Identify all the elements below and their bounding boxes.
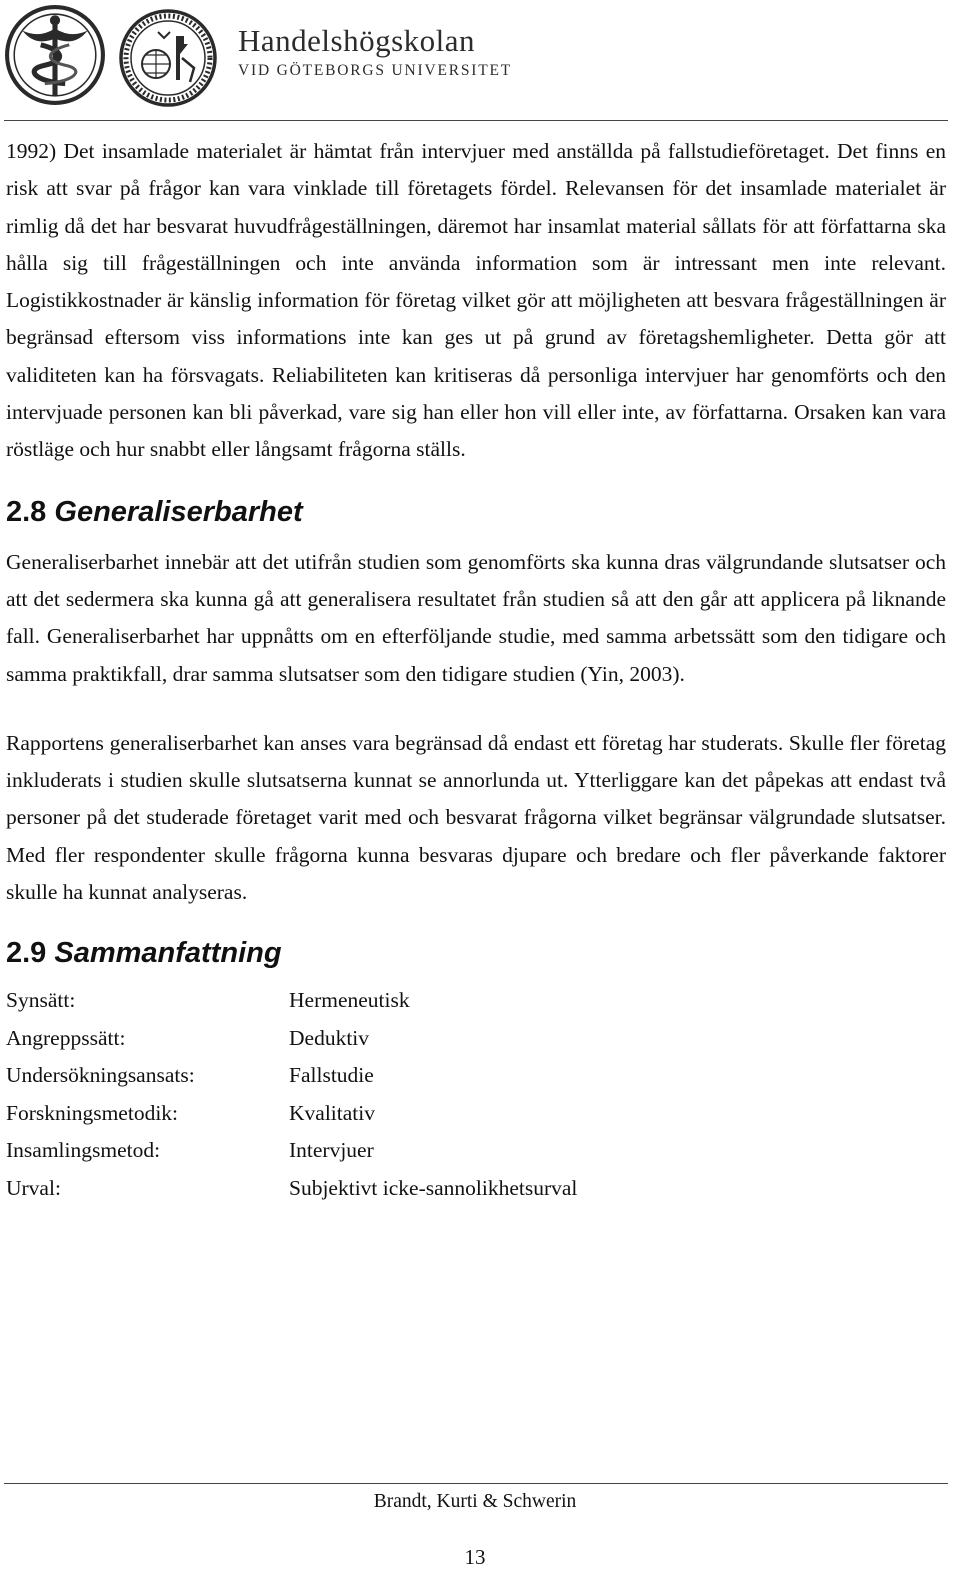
institution-brand: [238, 24, 512, 80]
institution-subtitle: VID GÖTEBORGS UNIVERSITET: [238, 62, 513, 79]
summary-value: Deduktiv: [289, 1025, 370, 1050]
section-title: Sammanfattning: [54, 937, 282, 970]
section-heading-sammanfattning: [6, 936, 946, 970]
summary-value: Fallstudie: [289, 1063, 374, 1088]
header-divider: [4, 120, 948, 121]
institution-name: Handelshögskolan: [238, 23, 476, 58]
section-number: 2.8: [6, 495, 47, 528]
section-number: 2.9: [6, 937, 47, 970]
summary-label: Synsätt:: [6, 988, 76, 1013]
summary-row: [6, 1057, 946, 1095]
generaliserbarhet-paragraph-2: Rapportens generaliserbarhet kan anses vara begränsad då endast ett företag har studerats. Skulle fler företag inkluderats i studien skulle slutsatserna kunnat se annorlunda ut. Ytterliggare kan det påpekas att endast två personer på det studerade företaget varit med och besvarat frågorna vilket begränsar välgrundade slutsatser. Med fler respondenter skulle frågorna kunna besvaras djupare och bredare och fler påverkande faktorer skulle ha kunnat analyseras.: [6, 730, 946, 905]
summary-value: Subjektivt icke-sannolikhetsurval: [289, 1175, 578, 1200]
generaliserbarhet-paragraph-1: Generaliserbarhet innebär att det utifrån studien som genomförts ska kunna dras välgrundande slutsatser och att det sedermera ska kunna gå att generalisera resultatet från studien så att den går att applicera på liknande fall. Generaliserbarhet har uppnåtts om en efterföljande studie, med samma arbetssätt som den tidigare och samma praktikfall, drar samma slutsatser som den tidigare studien (Yin, 2003).: [6, 549, 946, 686]
summary-value: Intervjuer: [289, 1138, 374, 1163]
section-title: Generaliserbarhet: [54, 495, 303, 528]
footer-divider: [4, 1483, 948, 1484]
summary-label: Forskningsmetodik:: [6, 1100, 179, 1125]
summary-label: Insamlingsmetod:: [6, 1138, 161, 1163]
summary-row: [6, 1132, 946, 1170]
summary-row: [6, 1170, 946, 1208]
summary-row: [6, 982, 946, 1020]
page-number: 13: [464, 1545, 486, 1569]
section-heading-generaliserbarhet: [6, 495, 946, 529]
summary-value: Hermeneutisk: [289, 988, 410, 1013]
page-content: [6, 133, 946, 1207]
summary-value: Kvalitativ: [289, 1100, 375, 1125]
summary-label: Angreppssätt:: [6, 1025, 126, 1050]
summary-row: [6, 1020, 946, 1058]
summary-row: [6, 1095, 946, 1133]
university-seal-icon: [118, 8, 218, 108]
page-header: [0, 0, 960, 112]
summary-label: Undersökningsansats:: [6, 1063, 195, 1088]
summary-label: Urval:: [6, 1175, 61, 1200]
intro-paragraph: 1992) Det insamlade materialet är hämtat från intervjuer med anställda på fallstudieföretaget. Det finns en risk att svar på frågor kan vara vinklade till företagets fördel. Relevansen för det insamlade materialet är rimlig då det har besvarat huvudfrågeställningen, däremot har insamlat material sållats för att författarna ska hålla sig till frågeställningen och inte använda information som är intressant men inte relevant. Logistikkostnader är känslig information för företag vilket gör att möjligheten att besvara frågeställningen är begränsad eftersom viss informations inte kan ges ut på grund av företagshemligheter. Detta gör att validiteten kan ha försvagats. Reliabiliteten kan kritiseras då personliga intervjuer har genomförts och den intervjuade personen kan bli påverkad, vare sig han eller hon vill eller inte, av författarna. Orsaken kan vara röstläge och hur snabbt eller långsamt frågorna ställs.: [6, 139, 946, 462]
footer-authors: Brandt, Kurti & Schwerin: [373, 1491, 577, 1512]
caduceus-seal-icon: [4, 4, 106, 106]
summary-table: [6, 982, 946, 1207]
